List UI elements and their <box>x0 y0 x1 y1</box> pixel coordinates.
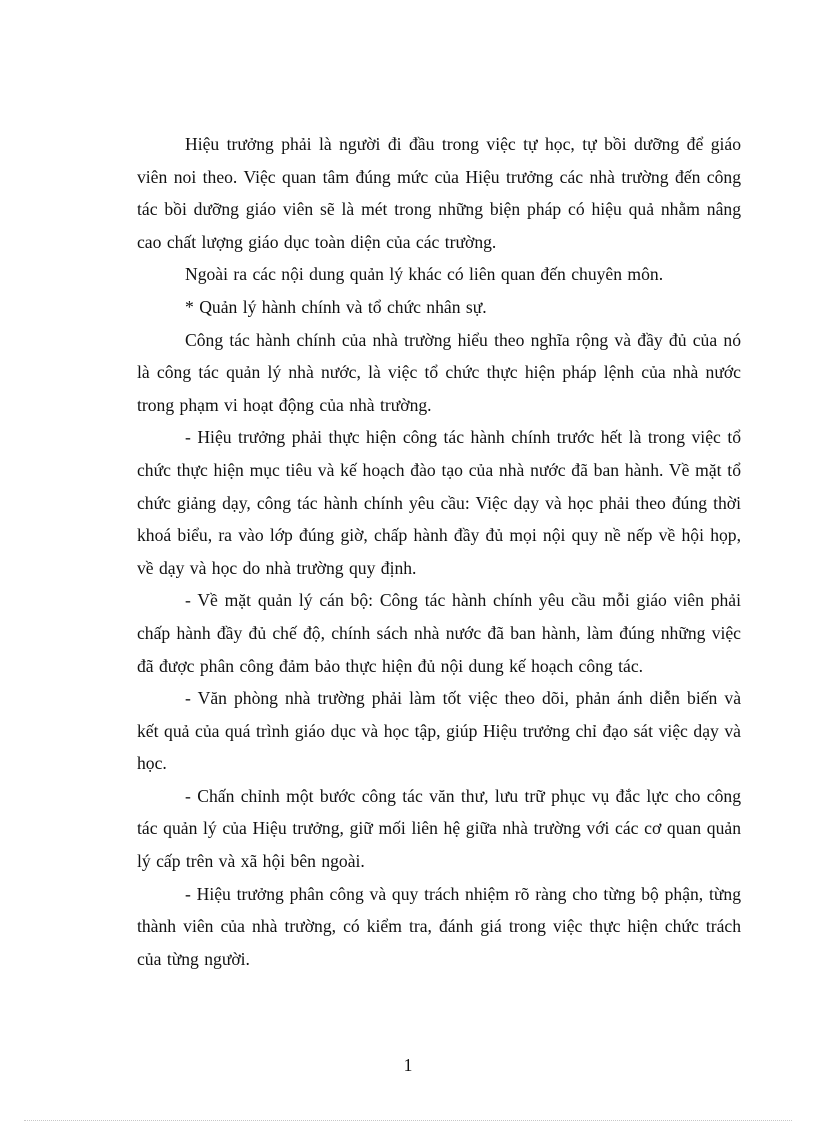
page-bottom-divider <box>24 1120 792 1121</box>
paragraph-5: - Hiệu trưởng phải thực hiện công tác hành chính trước hết là trong việc tổ chức thực hiện mục tiêu và kế hoạch đào tạo của nhà nước đã ban hành. Về mặt tổ chức giảng dạy, công tác hành chính yêu cầu: Việc dạy và học phải theo đúng thời khoá biểu, ra vào lớp đúng giờ, chấp hành đầy đủ mọi nội quy nề nếp về hội họp, về dạy và học do nhà trường quy định. <box>137 427 741 578</box>
paragraph-1: Hiệu trưởng phải là người đi đầu trong việc tự học, tự bồi dưỡng để giáo viên noi theo. Việc quan tâm đúng mức của Hiệu trưởng các nhà trường đến công tác bồi dưỡng giáo viên sẽ là mét trong những biện pháp có hiệu quả nhằm nâng cao chất lượng giáo dục toàn diện của các trường. <box>137 134 741 252</box>
paragraph-6: - Về mặt quản lý cán bộ: Công tác hành chính yêu cầu mỗi giáo viên phải chấp hành đầy đủ chế độ, chính sách nhà nước đã ban hành, làm đúng những việc đã được phân công đảm bảo thực hiện đủ nội dung kế hoạch công tác. <box>137 590 741 676</box>
paragraph-3-heading: * Quản lý hành chính và tổ chức nhân sự. <box>185 296 487 317</box>
paragraph-4: Công tác hành chính của nhà trường hiểu theo nghĩa rộng và đầy đủ của nó là công tác quản lý nhà nước, là việc tổ chức thực hiện pháp lệnh của nhà nước trong phạm vi hoạt động của nhà trường. <box>137 329 741 415</box>
paragraph-7: - Văn phòng nhà trường phải làm tốt việc theo dõi, phản ánh diễn biến và kết quả của quá trình giáo dục và học tập, giúp Hiệu trưởng chỉ đạo sát việc dạy và học. <box>137 688 741 774</box>
body-text <box>137 128 741 975</box>
paragraph-9: - Hiệu trưởng phân công và quy trách nhiệm rõ ràng cho từng bộ phận, từng thành viên của nhà trường, có kiểm tra, đánh giá trong việc thực hiện chức trách của từng người. <box>137 883 741 969</box>
page-number: 1 <box>403 1055 413 1075</box>
paragraph-8: - Chấn chỉnh một bước công tác văn thư, lưu trữ phục vụ đắc lực cho công tác quản lý của Hiệu trưởng, giữ mối liên hệ giữa nhà trường với các cơ quan quản lý cấp trên và xã hội bên ngoài. <box>137 785 741 872</box>
paragraph-2: Ngoài ra các nội dung quản lý khác có liên quan đến chuyên môn. <box>185 264 664 285</box>
